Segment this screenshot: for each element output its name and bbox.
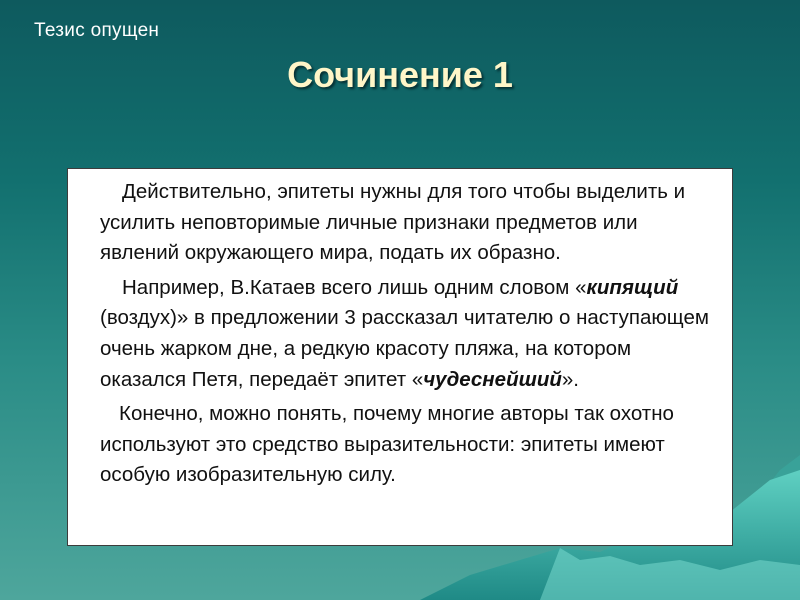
paragraph-2-text-middle: (воздух)» в предложении 3 рассказал читателю о наступающем очень жарком дне, а редкую красоту пляжа, на котором оказался Петя, передаёт эпитет « xyxy=(100,306,709,391)
paragraph-1: Действительно, эпитеты нужны для того чтобы выделить и усилить неповторимые личные признаки предметов или явлений окружающего мира, подать их образно. xyxy=(100,180,686,265)
paragraph-2 xyxy=(100,273,712,395)
emphasized-epithet-2: чудеснейший xyxy=(423,367,562,391)
paragraph-2-text-after: ». xyxy=(561,367,579,391)
slide-title: Сочинение 1 xyxy=(287,54,513,95)
paragraph-3: Конечно, можно понять, почему многие авторы так охотно используют это средство выразительности: эпитеты имеют особую изобразительную силу. xyxy=(100,402,674,487)
essay-text-box xyxy=(67,168,733,546)
emphasized-epithet-1: кипящий xyxy=(586,275,679,299)
paragraph-2-text-before: Например, В.Катаев всего лишь одним словом « xyxy=(122,275,587,299)
thesis-note: Тезис опущен xyxy=(34,20,160,41)
